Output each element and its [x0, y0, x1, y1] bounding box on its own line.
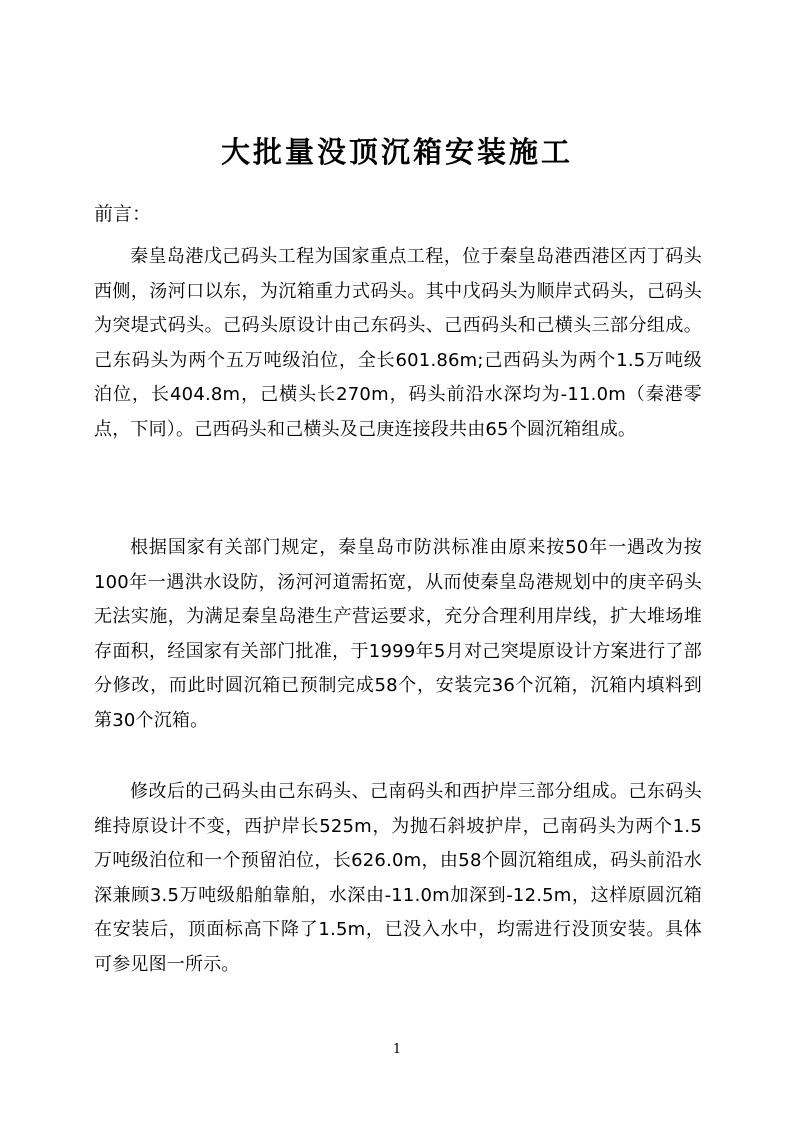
paragraph-modified-design: 修改后的己码头由己东码头、己南码头和西护岸三部分组成。己东码头维持原设计不变，西护岸长525m，为抛石斜坡护岸，己南码头为两个1.5万吨级泊位和一个预留泊位，长626.0m，由58个圆沉箱组成，码头前沿水深兼顾3.5万吨级船舶靠舶，水深由-11.0m加深到-12.5m，这样原圆沉箱在安装后，顶面标高下降了1.5m，已没入水中，均需进行没顶安装。具体可参见图一所示。 [94, 781, 702, 975]
preface-heading: 前言： [94, 203, 152, 225]
page-number: 1 [392, 1042, 402, 1057]
paragraph-project-overview: 秦皇岛港戊己码头工程为国家重点工程，位于秦皇岛港西港区丙丁码头西侧，汤河口以东，为沉箱重力式码头。其中戊码头为顺岸式码头，己码头为突堤式码头。己码头原设计由己东码头、己西码头和己横头三部分组成。己东码头为两个五万吨级泊位，全长601.86m;己西码头为两个1.5万吨级泊位，长404.8m，己横头长270m，码头前沿水深均为-11.0m（秦港零点，下同）。己西码头和己横头及己庚连接段共由65个圆沉箱组成。 [94, 246, 702, 440]
document-title: 大批量没顶沉箱安装施工 [220, 135, 573, 169]
paragraph-design-change-reason: 根据国家有关部门规定，秦皇岛市防洪标准由原来按50年一遇改为按100年一遇洪水设防，汤河河道需拓宽，从而使秦皇岛港规划中的庚辛码头无法实施，为满足秦皇岛港生产营运要求，充分合理利用岸线，扩大堆场堆存面积，经国家有关部门批准，于1999年5月对己突堤原设计方案进行了部分修改，而此时圆沉箱已预制完成58个，安装完36个沉箱，沉箱内填料到第30个沉箱。 [94, 537, 702, 731]
